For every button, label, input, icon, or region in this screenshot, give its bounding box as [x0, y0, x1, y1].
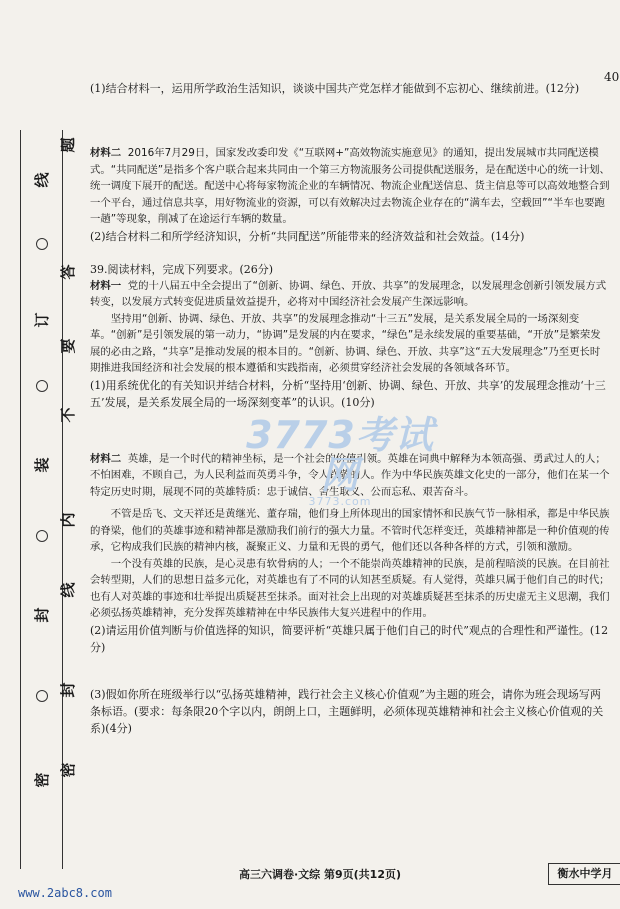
binding-circle [36, 380, 48, 392]
binding-circle [36, 690, 48, 702]
material-2-block [90, 145, 610, 228]
material-label: 材料一 [90, 279, 122, 292]
footer-school-box: 衡水中学月 [548, 863, 620, 885]
material-label: 材料二 [90, 147, 122, 159]
binding-char: 线 [33, 172, 51, 188]
material-paragraph: 坚持用“创新、协调、绿色、开放、共享”的发展理念推动“十三五”发展，是关系发展全局的一场深刻变革。“创新”是引领发展的第一动力，“协调”是发展的内在要求，“绿色”是永续发展的重要基础，“开放”是繁荣发展的必由之路，“共享”是推动发展的根本目的。“创新、协调、绿色、开放、共享”这“五大发展理念”乃至更长时期推进我国经济和社会发展的根本遵循和实践指南，必须贯穿经济社会发展的各领域各环节。 [90, 312, 601, 374]
footer-url[interactable]: www.2abc8.com [18, 886, 112, 900]
material-paragraph: 不管是岳飞、文天祥还是黄继光、董存瑞，他们身上所体现出的国家情怀和民族气节一脉相承，都是中华民族的脊梁，他们的英雄事迹和精神都是激励我们前行的强大力量。不管时代怎样变迁，英雄精神都是一种价值观的传承，它构成我们民族的精神内核，凝聚正义、力量和无畏的勇气，他们还以各种各样的方式，引领和激励。 [90, 508, 610, 553]
question-39-3: (3)假如你所在班级举行以“弘扬英雄精神，践行社会主义核心价值观”为主题的班会，请你为班会现场写两条标语。(要求：每条限20个字以内，朗朗上口，主题鲜明，必须体现英雄精神和社会主义核心价值观的关系)(4分) [90, 687, 604, 735]
material-paragraph: 一个没有英雄的民族，是心灵患有软骨病的人；一个不能崇尚英雄精神的民族，是前程暗淡的民族。在目前社会转型期，人们的思想日益多元化，对英雄也有了不同的认知甚至质疑。有人觉得，英雄只属于他们自己的时代；也有人对英雄的事迹和壮举提出质疑甚至抹杀。面对社会上出现的对英雄质疑甚至抹杀的历史虚无主义思潮，我们必须弘扬英雄精神，充分发挥英雄精神在中华民族伟大复兴进程中的作用。 [90, 557, 610, 619]
watermark-logo [240, 415, 440, 508]
page-footer [0, 866, 620, 900]
binding-char: 不 [59, 407, 77, 423]
binding-circle [36, 238, 48, 250]
page-number: 40 [604, 70, 620, 84]
question-38-2: (2)结合材料二和所学经济知识，分析“共同配送”所能带来的经济效益和社会效益。(14分) [90, 229, 525, 243]
footer-page-info: 高三六调卷·文综 第9页(共12页) [238, 868, 402, 881]
binding-char: 订 [33, 312, 51, 328]
watermark-url: 3773.com [308, 495, 372, 508]
question-39-1: (1)用系统优化的有关知识并结合材料，分析“坚持用‘创新、协调、绿色、开放、共享’的发展理念推动‘十三五’发展，是关系发展全局的一场深刻变革”的认识。(10分) [90, 378, 606, 409]
question-content [90, 80, 610, 737]
binding-char: 封 [33, 607, 51, 623]
binding-char: 密 [59, 762, 77, 778]
binding-char: 内 [59, 512, 77, 528]
binding-char: 答 [59, 264, 77, 280]
binding-line-inner [62, 130, 63, 869]
material-text: 党的十八届五中全会提出了“创新、协调、绿色、开放、共享”的发展理念，以发展理念创新引领发展方式转变，以发展方式转变促进质量效益提升，必将对中国经济社会发展产生深远影响。 [90, 279, 607, 308]
question-39-stem: 39.阅读材料，完成下列要求。(26分) [90, 262, 274, 276]
question-39-2: (2)请运用价值判断与价值选择的知识，简要评析“英雄只属于他们自己的时代”观点的合理性和严谨性。(12分) [90, 623, 609, 654]
binding-line-outer [20, 130, 21, 869]
binding-char: 密 [33, 772, 51, 788]
question-38-1: (1)结合材料一，运用所学政治生活知识，谈谈中国共产党怎样才能做到不忘初心、继续前进。(12分) [90, 82, 580, 95]
material-text: 英雄，是一个时代的精神坐标，是一个社会的价值引领。英雄在词典中解释为本领高强、勇武过人的人；不怕困难，不顾自己，为人民利益而英勇斗争，令人钦敬的人。作为中华民族英雄文化史的一部分，他们在某一个特定历史时期，展现不同的英雄特质：忠于诚信、舍生取义、公而忘私、艰苦奋斗。 [90, 452, 610, 498]
binding-circle [36, 530, 48, 542]
binding-strip [0, 0, 75, 909]
binding-char: 要 [59, 338, 77, 354]
binding-char: 题 [59, 137, 77, 153]
watermark-text: 3773考试网 [246, 413, 434, 497]
binding-char: 封 [59, 682, 77, 698]
material-text: 2016年7月29日，国家发改委印发《“互联网+”高效物流实施意见》的通知，提出发展城市共同配送模式。“共同配送”是指多个客户联合起来共同由一个第三方物流服务公司提供配送服务，是在配送中心的统一计划、统一调度下展开的配送。配送中心将每家物流企业的车辆情况、物流企业配送信息、货主信息等可以高效地整合到一个平台，通过信息共享，用好物流业的资源，可以有效解决过去物流企业存在的“满车去，空载回”“半车也要跑一趟”等现象，削减了在途运行车辆的数量。 [90, 147, 610, 225]
material-label: 材料二 [90, 452, 122, 465]
material-1-block [90, 278, 610, 311]
binding-char: 装 [33, 457, 51, 473]
binding-char: 线 [59, 582, 77, 598]
